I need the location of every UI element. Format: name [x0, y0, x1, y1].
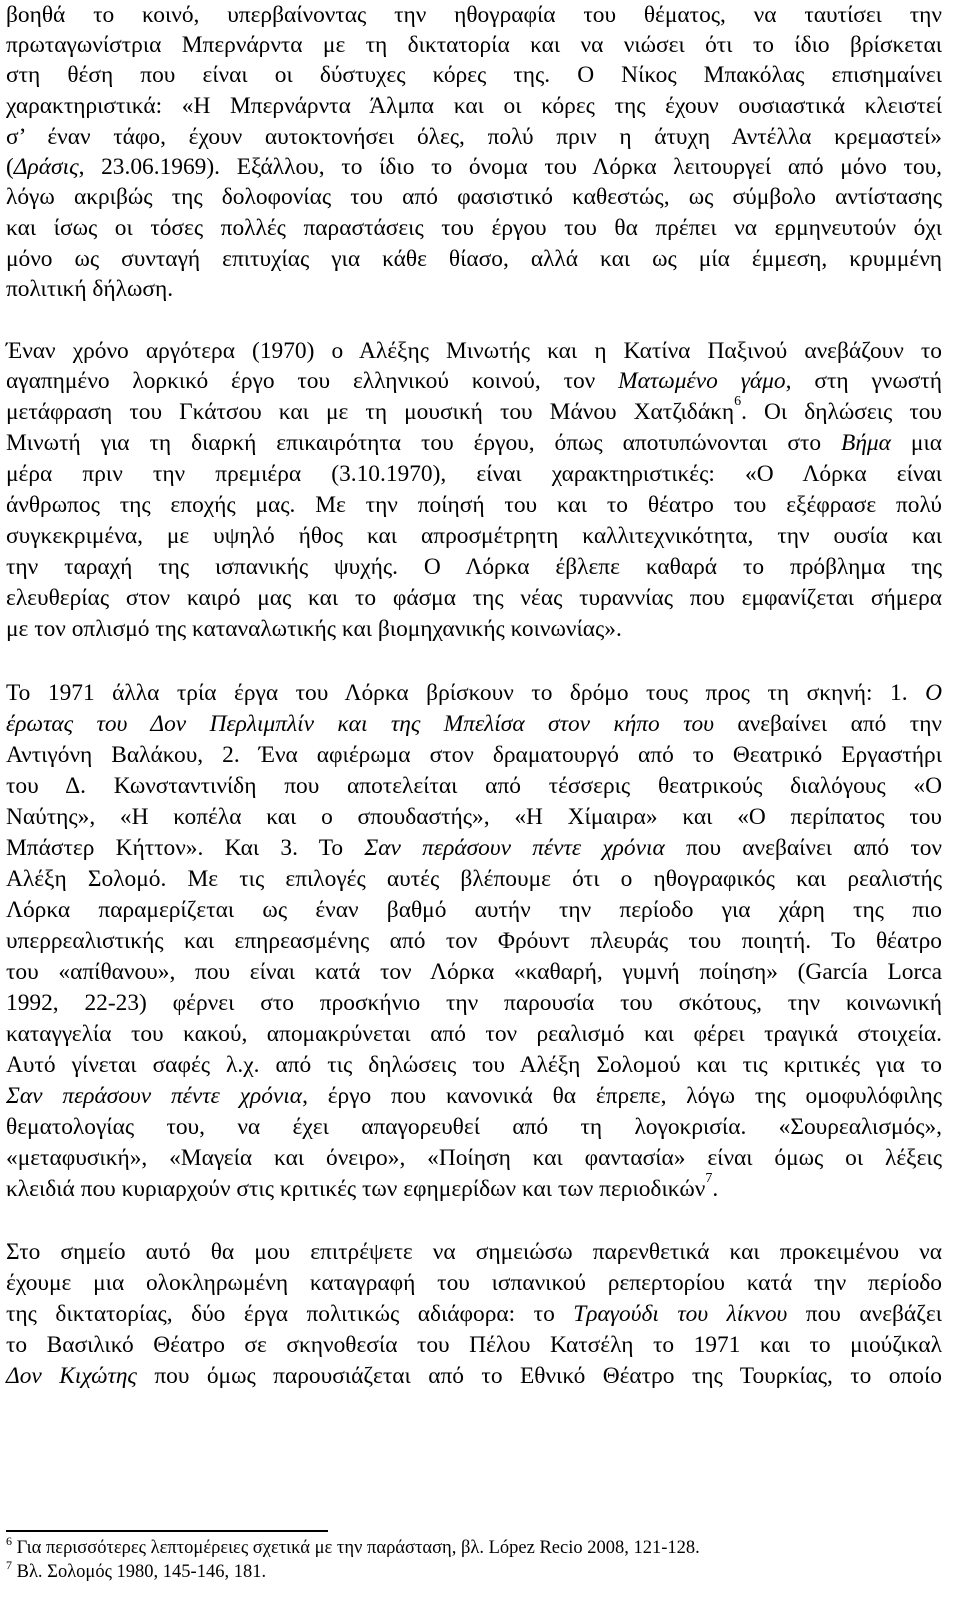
text-segment: σ’ έναν τάφο, έχουν αυτοκτονήσει όλες, πολύ πριν η άτυχη Αντέλλα κρεμαστεί»	[6, 124, 942, 150]
text-segment: που ανεβαίνει από τον	[664, 835, 943, 861]
text-line	[6, 833, 942, 863]
text-line	[6, 490, 942, 520]
text-segment: Αντιγόνη Βαλάκου, 2. Ένα αφιέρωμα στον δραματουργό από το Θεατρικό Εργαστήρι	[6, 742, 942, 768]
footnote	[6, 1560, 942, 1584]
text-segment: Το 1971 άλλα τρία έργα του Λόρκα βρίσκουν το δρόμο τους προς τη σκηνή: 1.	[6, 680, 926, 706]
text-segment: Έναν χρόνο αργότερα (1970) ο Αλέξης Μινωτής και η Κατίνα Παξινού ανεβάζουν το	[6, 338, 942, 364]
text-line	[6, 614, 942, 644]
text-segment: ανεβαίνει από την	[713, 711, 942, 737]
text-line	[6, 583, 942, 613]
footnote-text: Για περισσότερες λεπτομέρειες σχετικά με την παράσταση, βλ. López Recio 2008, 121-128.	[12, 1538, 700, 1558]
footnote-number: 6	[6, 1534, 12, 1548]
text-line	[6, 926, 942, 956]
footnote	[6, 1536, 942, 1560]
text-segment: ελευθερίας στον καιρό μας και το φάσμα της νέας τυραννίας που εμφανίζεται σήμερα	[6, 585, 942, 611]
text-line	[6, 1268, 942, 1298]
italic-text: Σαν περάσουν πέντε χρόνια	[364, 835, 665, 861]
text-line	[6, 678, 942, 708]
italic-text: Τραγούδι του λίκνου	[573, 1301, 788, 1327]
text-line	[6, 552, 942, 582]
text-segment: πολιτική δήλωση.	[6, 276, 174, 302]
text-segment: Στο σημείο αυτό θα μου επιτρέψετε να σημειώσω παρενθετικά και προκειμένου να	[6, 1239, 942, 1265]
text-line	[6, 152, 942, 182]
text-line	[6, 1237, 942, 1267]
text-line	[6, 895, 942, 925]
text-segment: και ίσως οι τόσες πολλές παραστάσεις του έργου του θα πρέπει να ερμηνευτούν όχι	[6, 215, 942, 241]
text-line	[6, 91, 942, 121]
text-segment: Αλέξη Σολομό. Με τις επιλογές αυτές βλέπουμε ότι ο ηθογραφικός και ρεαλιστής	[6, 866, 942, 892]
text-segment: μετάφραση του Γκάτσου και με τη μουσική του Μάνου Χατζιδάκη	[6, 399, 735, 425]
text-line	[6, 1299, 942, 1329]
text-line	[6, 336, 942, 366]
text-segment: που ανεβάζει	[787, 1301, 942, 1327]
text-line	[6, 1171, 942, 1204]
footnote-reference: 6	[734, 394, 742, 409]
text-line	[6, 30, 942, 60]
text-line	[6, 1019, 942, 1049]
text-segment: πρωταγωνίστρια Μπερνάρντα με τη δικτατορία και να νιώσει ότι το ίδιο βρίσκεται	[6, 32, 942, 58]
text-segment: βοηθά το κοινό, υπερβαίνοντας την ηθογραφία του θέματος, να ταυτίσει την	[6, 2, 942, 28]
text-line	[6, 428, 942, 458]
text-line	[6, 394, 942, 427]
text-segment: «μεταφυσική», «Μαγεία και όνειρο», «Ποίηση και φαντασία» είναι όμως οι λέξεις	[6, 1145, 942, 1171]
footnote-reference: 7	[705, 1171, 713, 1186]
footnote-separator	[6, 1530, 328, 1532]
text-line	[6, 802, 942, 832]
footnote-text: Βλ. Σολομός 1980, 145-146, 181.	[12, 1562, 267, 1582]
text-segment: που όμως παρουσιάζεται από το Εθνικό Θέατρο της Τουρκίας, το οποίο	[136, 1363, 942, 1389]
text-segment: μέρα πριν την πρεμιέρα (3.10.1970), είναι χαρακτηριστικές: «Ο Λόρκα είναι	[6, 461, 942, 487]
text-line	[6, 459, 942, 489]
text-segment: μια	[890, 430, 943, 456]
italic-text: Ματωμένο γάμο	[618, 368, 786, 394]
text-segment: του «απίθανου», που είναι κατά τον Λόρκα «καθαρή, γυμνή ποίηση» (García Lorca	[6, 959, 942, 985]
text-segment: (	[6, 154, 14, 180]
text-segment: του Δ. Κωνσταντινίδη που αποτελείται από τέσσερις θεατρικούς διαλόγους «Ο	[6, 773, 942, 799]
text-segment: έχουμε μια ολοκληρωμένη καταγραφή του ισπανικού ρεπερτορίου κατά την περίοδο	[6, 1270, 942, 1296]
italic-text: έρωτας του Δον Περλιμπλίν και της Μπελίσα στον κήπο του	[6, 711, 714, 737]
text-line	[6, 521, 942, 551]
text-segment: χαρακτηριστικά: «Η Μπερνάρντα Άλμπα και οι κόρες της έχουν ουσιαστικά κλειστεί	[6, 93, 942, 119]
text-segment: υπερρεαλιστικής και επηρεασμένης από τον Φρόυντ πλευράς του ποιητή. Το θέατρο	[6, 928, 942, 954]
text-line	[6, 864, 942, 894]
text-line	[6, 213, 942, 243]
text-line	[6, 1143, 942, 1173]
text-segment: αγαπημένο λορκικό έργο του ελληνικού κοινού, τον	[6, 368, 619, 394]
text-line	[6, 274, 942, 304]
text-segment: την ταραχή της ισπανικής ψυχής. Ο Λόρκα έβλεπε καθαρά το πρόβλημα της	[6, 554, 942, 580]
text-segment: Μπάστερ Κήττον». Και 3. Το	[6, 835, 365, 861]
text-line	[6, 1330, 942, 1360]
text-segment: λόγω ακριβώς της δολοφονίας του από φασιστικό καθεστώς, ως σύμβολο αντίστασης	[6, 184, 942, 210]
text-segment: καταγγελία του κακού, απομακρύνεται από τον ρεαλισμό και φέρει τραγικά στοιχεία.	[6, 1021, 942, 1047]
text-line	[6, 1081, 942, 1111]
text-segment: . Οι δηλώσεις του	[741, 399, 942, 425]
text-line	[6, 1112, 942, 1142]
text-line	[6, 709, 942, 739]
text-line	[6, 1361, 942, 1391]
text-segment: συγκεκριμένα, με υψηλό ήθος και απροσμέτρητη καλλιτεχνικότητα, την ουσία και	[6, 523, 942, 549]
text-segment: Μινωτή για τη διαρκή επικαιρότητα του έργου, όπως αποτυπώνονται στο	[6, 430, 842, 456]
text-segment: 1992, 22-23) φέρνει στο προσκήνιο την παρουσία του σκότους, την κοινωνική	[6, 990, 942, 1016]
text-segment: , 23.06.1969). Εξάλλου, το ίδιο το όνομα του Λόρκα λειτουργεί από μόνο του,	[78, 154, 942, 180]
italic-text: Δον Κιχώτης	[6, 1363, 137, 1389]
text-segment: Αυτό γίνεται σαφές λ.χ. από τις δηλώσεις του Αλέξη Σολομού και τις κριτικές για το	[6, 1052, 942, 1078]
italic-text: Σαν περάσουν πέντε χρόνια	[6, 1083, 303, 1109]
text-line	[6, 988, 942, 1018]
text-line	[6, 957, 942, 987]
italic-text: Ο	[925, 680, 942, 706]
italic-text: Βήμα	[841, 430, 891, 456]
text-line	[6, 182, 942, 212]
text-segment: , έργο που κανονικά θα έπρεπε, λόγω της ομοφυλόφιλης	[302, 1083, 942, 1109]
text-segment: μόνο ως συνταγή επιτυχίας για κάθε θίασο, αλλά και ως μία έμμεση, κρυμμένη	[6, 246, 942, 272]
text-segment: κλειδιά που κυριαρχούν στις κριτικές των εφημερίδων και των περιοδικών	[6, 1176, 706, 1202]
text-segment: με τον οπλισμό της καταναλωτικής και βιομηχανικής κοινωνίας».	[6, 616, 622, 642]
text-line	[6, 1050, 942, 1080]
text-segment: το Βασιλικό Θέατρο σε σκηνοθεσία του Πέλου Κατσέλη το 1971 και το μιούζικαλ	[6, 1332, 942, 1358]
text-line	[6, 244, 942, 274]
text-segment: θεματολογίας του, να έχει απαγορευθεί από τη λογοκρισία. «Σουρεαλισμός»,	[6, 1114, 942, 1140]
text-segment: στη θέση που είναι οι δύστυχες κόρες της. Ο Νίκος Μπακόλας επισημαίνει	[6, 62, 942, 88]
text-line	[6, 122, 942, 152]
footnote-number: 7	[6, 1558, 12, 1572]
text-line	[6, 366, 942, 396]
text-segment: .	[712, 1176, 719, 1202]
text-segment: Ναύτης», «Η κοπέλα και ο σπουδαστής», «Η Χίμαιρα» και «Ο περίπατος του	[6, 804, 942, 830]
italic-text: Δράσις	[13, 154, 79, 180]
text-segment: , στη γνωστή	[785, 368, 942, 394]
text-segment: άνθρωπος της εποχής μας. Με την ποίησή του και το θέατρο του εξέφρασε πολύ	[6, 492, 942, 518]
text-line	[6, 0, 942, 30]
text-segment: της δικτατορίας, δύο έργα πολιτικώς αδιάφορα: το	[6, 1301, 574, 1327]
text-segment: Λόρκα παραμερίζεται ως έναν βαθμό αυτήν την περίοδο για χάρη της πιο	[6, 897, 942, 923]
text-line	[6, 740, 942, 770]
text-line	[6, 771, 942, 801]
text-line	[6, 60, 942, 90]
